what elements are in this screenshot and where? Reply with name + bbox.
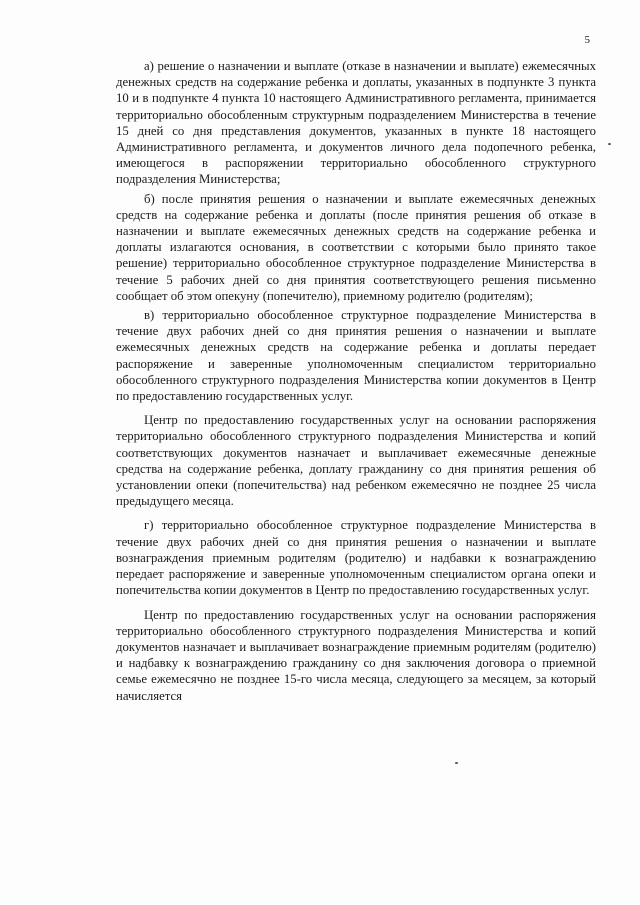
- scan-speck: [455, 762, 458, 764]
- paragraph-g: г) территориально обособленное структурное подразделение Министерства в течение двух рабочих дней со дня принятия решения о назначении и выплате вознаграждения приемным родителям (родителю) и надбавки к вознаграждению передает распоряжение и заверенные уполномоченным специалистом органа опеки и попечительства копии документов в Центр по предоставлению государственных услуг.: [116, 518, 596, 598]
- paragraph-v: в) территориально обособленное структурное подразделение Министерства в течение двух рабочих дней со дня принятия решения о назначении и выплате ежемесячных денежных средств на содержание ребенка и доплаты передает распоряжение и заверенные уполномоченным специалистом территориально обособленного структурного подразделения Министерства копии документов в Центр по предоставлению государственных услуг.: [116, 308, 596, 404]
- page-number: 5: [584, 34, 590, 46]
- paragraph-b: б) после принятия решения о назначении и выплате ежемесячных денежных средств на содержание ребенка и доплаты (после принятия решения об отказе в назначении и выплате ежемесячных денежных средств на содержание ребенка и доплаты излагаются основания, в соответствии с которыми было принято такое решение) территориально обособленное структурное подразделение Министерства в течение 5 рабочих дней со дня принятия соответствующего решения письменно сообщает об этом опекуну (попечителю), приемному родителю (родителям);: [116, 191, 596, 303]
- paragraph-a: а) решение о назначении и выплате (отказе в назначении и выплате) ежемесячных денежных средств на содержание ребенка и доплаты, указанных в подпункте 3 пункта 10 и в подпункте 4 пункта 10 настоящего Административного регламента, принимается территориально обособленным структурным подразделением Министерства в течение 15 дней со дня представления документов, указанных в пункте 18 настоящего Административного регламента, и документов личного дела подопечного ребенка, имеющегося в распоряжении территориально обособленного структурного подразделения Министерства;: [116, 59, 596, 187]
- scan-speck: [608, 143, 611, 145]
- paragraph-center-payment: Центр по предоставлению государственных услуг на основании распоряжения территориально обособленного структурного подразделения Министерства и копий соответствующих документов назначает и выплачивает ежемесячные денежные средства на содержание ребенка, доплату гражданину со дня принятия решения об установлении опеки (попечительства) над ребенком ежемесячно не позднее 25 числа предыдущего месяца.: [116, 413, 596, 509]
- document-body: [116, 58, 596, 704]
- paragraph-center-remuneration: Центр по предоставлению государственных услуг на основании распоряжения территориально обособленного структурного подразделения Министерства и копий документов назначает и выплачивает вознаграждение приемным родителям (родителю) и надбавку к вознаграждению гражданину со дня заключения договора о приемной семье ежемесячно не позднее 15-го числа месяца, следующего за месяцем, за который начисляется: [116, 607, 596, 703]
